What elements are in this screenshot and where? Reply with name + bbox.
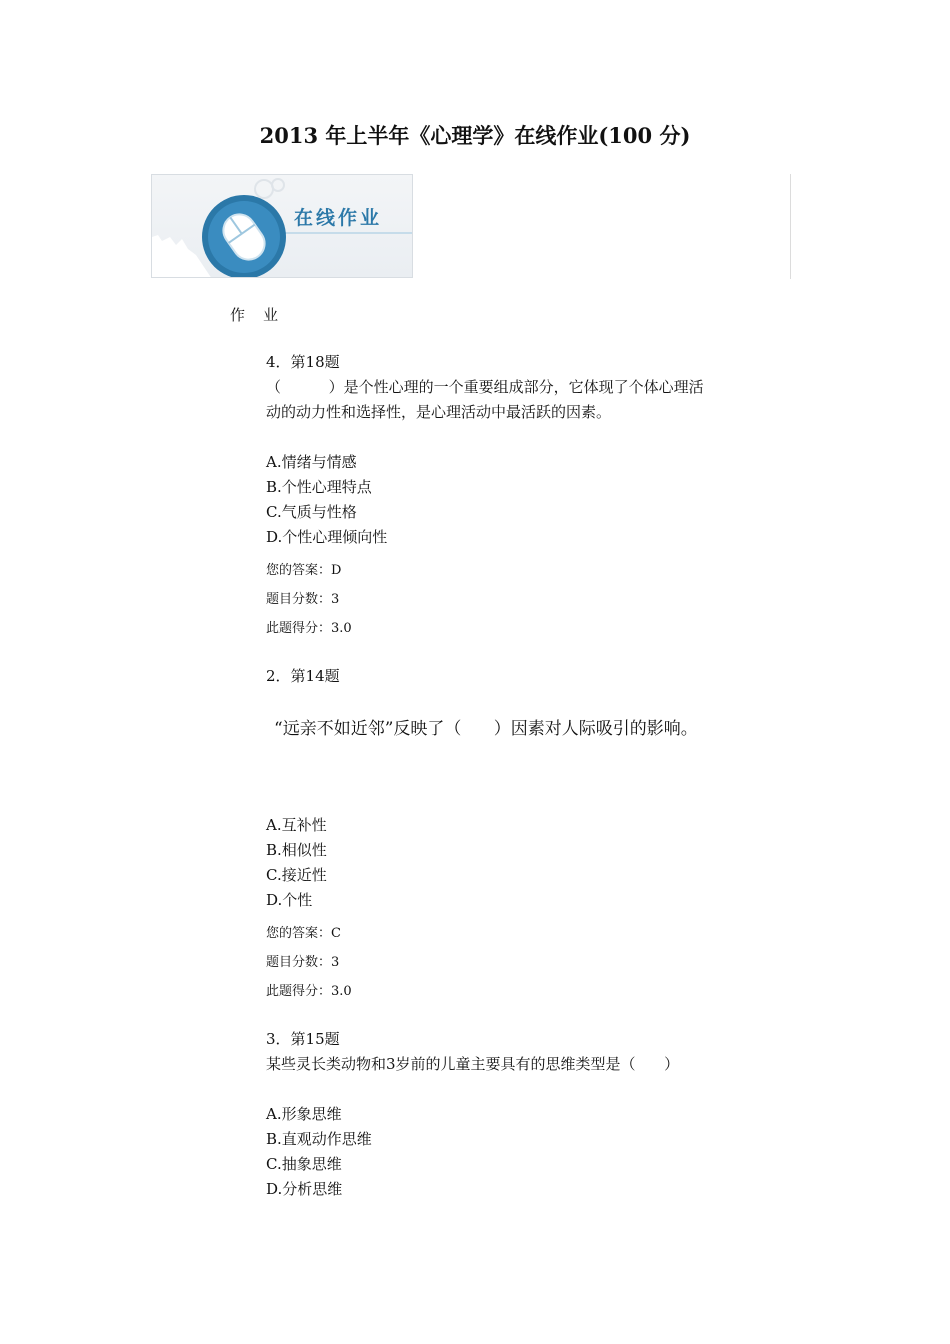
question-number: 2．第14题 — [266, 667, 340, 685]
question-number: 4．第18题 — [266, 353, 340, 371]
option-d: D.分析思维 — [266, 1180, 343, 1198]
option-a: A.形象思维 — [266, 1105, 342, 1123]
divider-line — [790, 174, 791, 279]
question-block — [266, 350, 766, 643]
question-number: 3．第15题 — [266, 1030, 340, 1048]
question-score: 题目分数：3 — [266, 592, 340, 607]
earned-score: 此题得分：3.0 — [266, 984, 352, 999]
your-answer: 您的答案：C — [266, 926, 341, 941]
option-c: C.接近性 — [266, 866, 327, 884]
question-block — [266, 664, 766, 1006]
option-d: D.个性 — [266, 891, 313, 909]
banner-title: 在线作业 — [294, 207, 383, 229]
option-b: B.个性心理特点 — [266, 478, 372, 496]
option-b: B.直观动作思维 — [266, 1130, 372, 1148]
option-d: D.个性心理倾向性 — [266, 528, 388, 546]
your-answer: 您的答案：D — [266, 563, 342, 578]
option-b: B.相似性 — [266, 841, 327, 859]
question-score: 题目分数：3 — [266, 955, 340, 970]
question-text-line: （ ）是个性心理的一个重要组成部分，它体现了个体心理活 — [266, 378, 704, 396]
question-text-line: 动的动力性和选择性，是心理活动中最活跃的因素。 — [266, 403, 612, 421]
earned-score: 此题得分：3.0 — [266, 621, 352, 636]
page-title: 2013 年上半年《心理学》在线作业(100 分) — [259, 123, 691, 148]
option-a: A.情绪与情感 — [266, 453, 357, 471]
question-block — [266, 1027, 766, 1202]
question-text-line: 某些灵长类动物和3岁前的儿童主要具有的思维类型是（ ） — [266, 1055, 680, 1073]
online-homework-banner — [151, 174, 413, 278]
option-c: C.气质与性格 — [266, 503, 357, 521]
option-c: C.抽象思维 — [266, 1155, 342, 1173]
section-label: 作业 — [230, 306, 297, 324]
option-a: A.互补性 — [266, 816, 327, 834]
question-text-line: “远亲不如近邻”反映了（ ）因素对人际吸引的影响。 — [274, 719, 698, 739]
